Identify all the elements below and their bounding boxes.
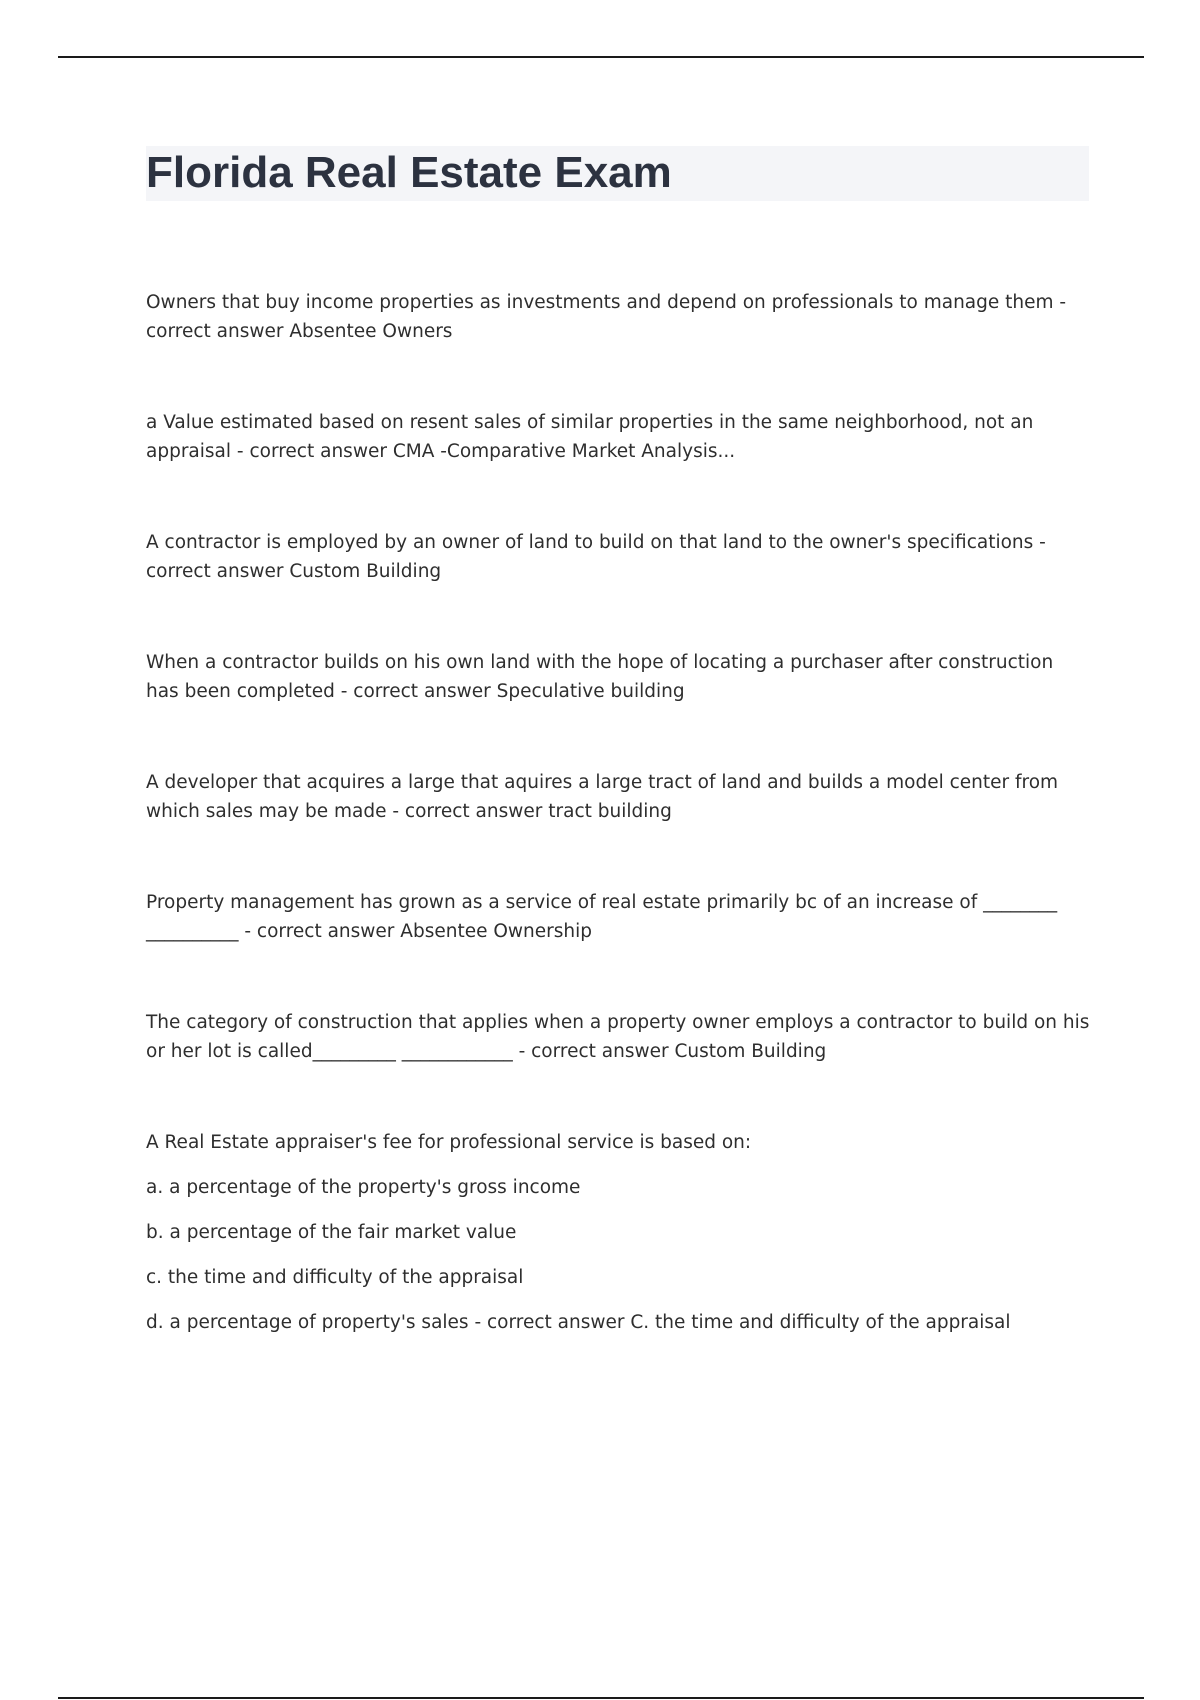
answer-option-b: b. a percentage of the fair market value	[146, 1222, 517, 1243]
qa-item: Owners that buy income properties as investments and depend on professionals to manage them - correct answer Absentee Owners	[146, 292, 1067, 342]
document-body	[146, 288, 1091, 1337]
qa-item: Property management has grown as a service of real estate primarily bc of an increase of ________ __________ - correct answer Absentee Ownership	[146, 892, 1058, 942]
answer-option-d: d. a percentage of property's sales - correct answer C. the time and difficulty of the appraisal	[146, 1312, 1011, 1333]
question-stem: A Real Estate appraiser's fee for professional service is based on:	[146, 1132, 752, 1153]
header-rule	[58, 56, 1144, 58]
qa-item: The category of construction that applies when a property owner employs a contractor to build on his or her lot is called_________ ____________ - correct answer Custom Building	[146, 1012, 1090, 1062]
qa-item: A contractor is employed by an owner of land to build on that land to the owner's specifications - correct answer Custom Building	[146, 532, 1046, 582]
qa-item: A developer that acquires a large that aquires a large tract of land and builds a model center from which sales may be made - correct answer tract building	[146, 772, 1059, 822]
answer-option-a: a. a percentage of the property's gross income	[146, 1177, 581, 1198]
qa-item: When a contractor builds on his own land with the hope of locating a purchaser after construction has been completed - correct answer Speculative building	[146, 652, 1054, 702]
page-title: Florida Real Estate Exam	[146, 148, 672, 197]
qa-item: a Value estimated based on resent sales of similar properties in the same neighborhood, not an appraisal - correct answer CMA -Comparative Market Analysis...	[146, 412, 1034, 462]
answer-option-c: c. the time and difficulty of the appraisal	[146, 1267, 524, 1288]
multiple-choice-question	[146, 1128, 1091, 1337]
footer-rule	[58, 1697, 1144, 1699]
